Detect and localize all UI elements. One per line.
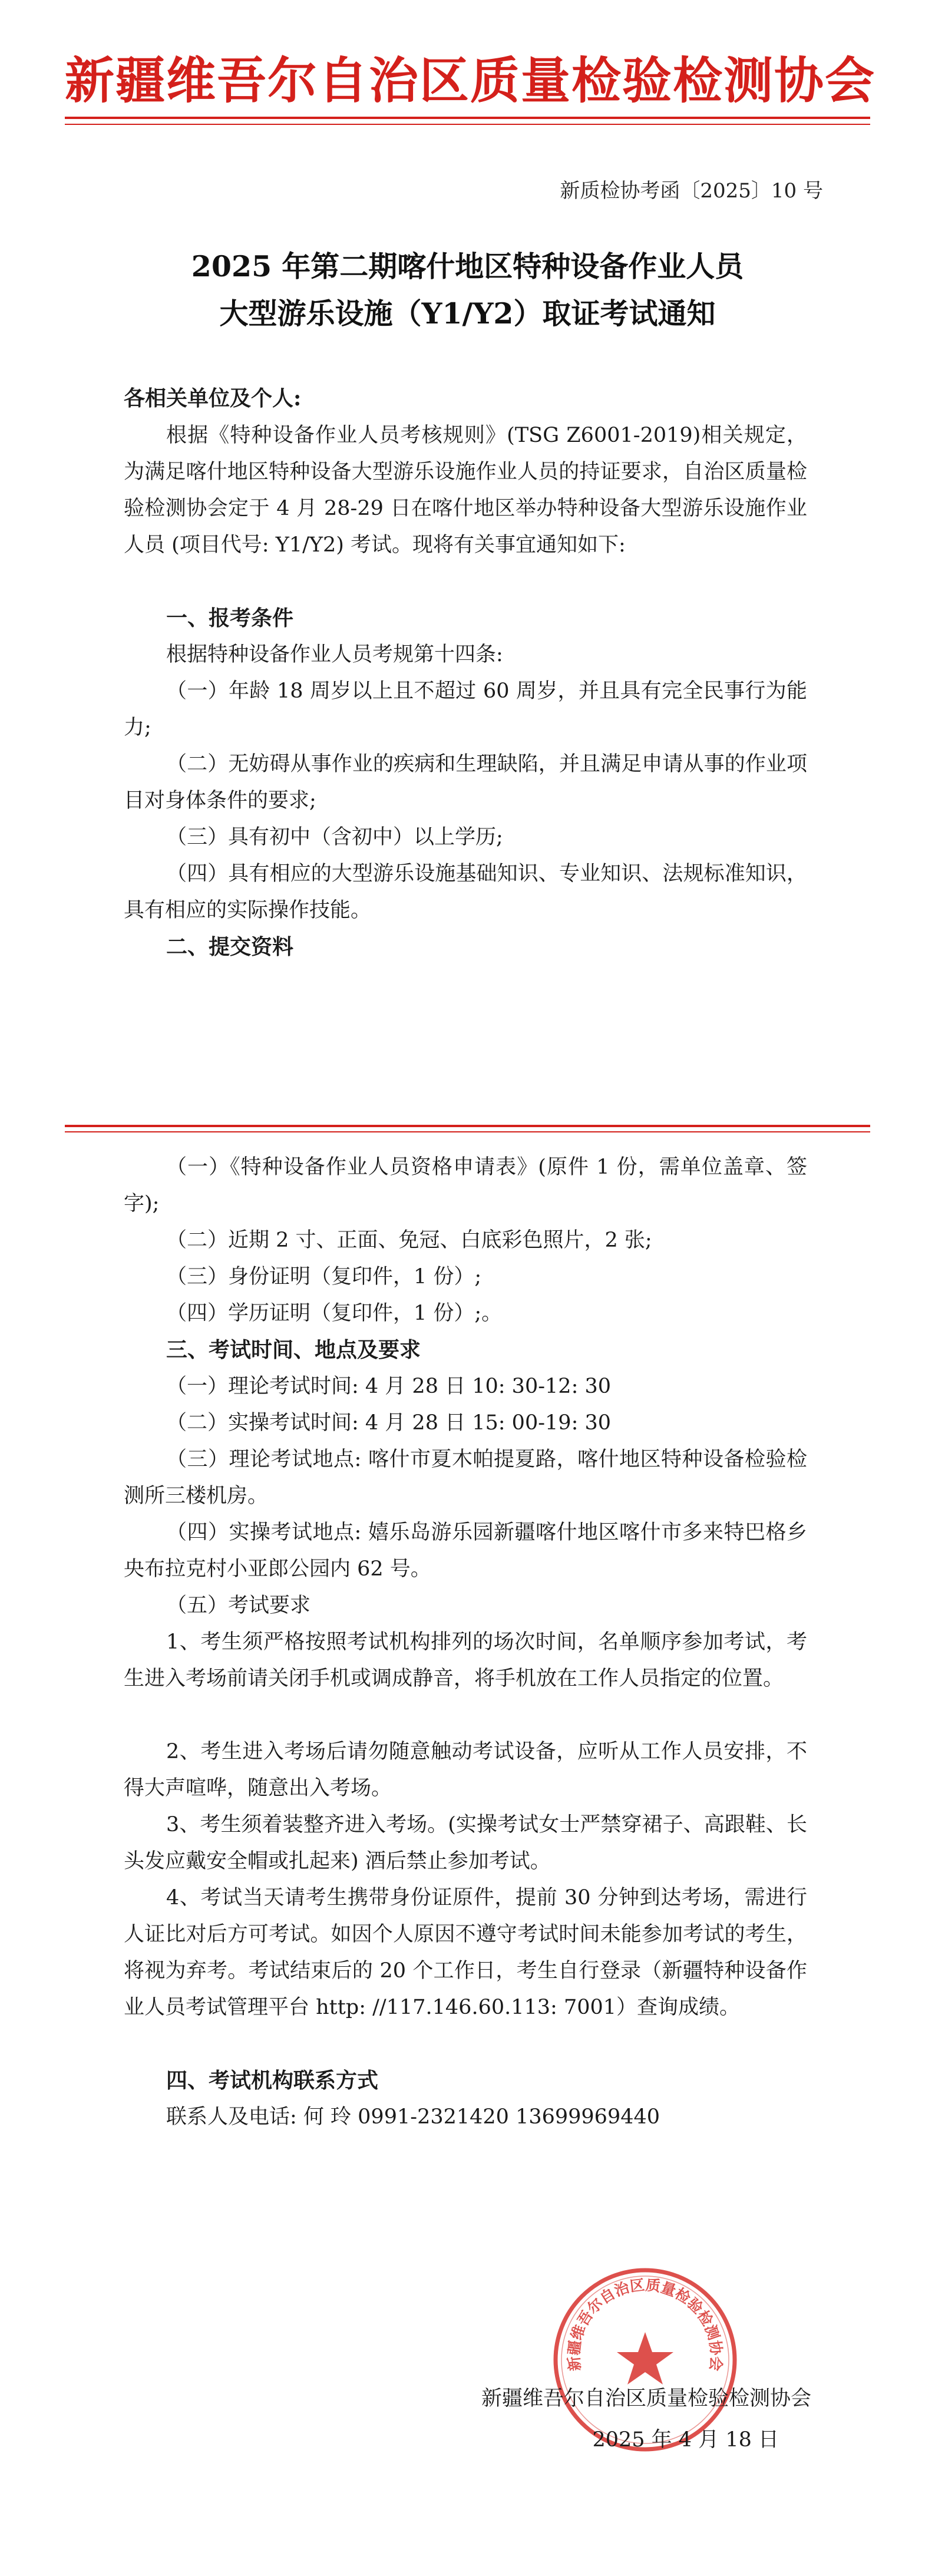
- section-2-item-2: （二）近期 2 寸、正面、免冠、白底彩色照片，2 张;: [166, 1228, 652, 1252]
- masthead-title: 新疆维吾尔自治区质量检验检测协会: [65, 51, 876, 110]
- section-1-lead: 根据特种设备作业人员考规第十四条:: [166, 643, 503, 666]
- intro-paragraph: 根据《特种设备作业人员考核规则》(TSG Z6001-2019)相关规定，为满足喀什地区特种设备大型游乐设施作业人员的持证要求，自治区质量检验检测协会定于 4 月 28-29 日在喀什地区举办特种设备大型游乐设施作业人员 (项目代号: Y1/Y2) 考试。现将有关事宜通知如下:: [124, 424, 807, 557]
- salutation: 各相关单位及个人:: [124, 386, 302, 411]
- page-break-rule-thick: [65, 1125, 870, 1127]
- section-2-heading: 二、提交资料: [166, 934, 294, 959]
- masthead-rule-thin: [65, 124, 870, 125]
- section-1-item-1: （一）年龄 18 周岁以上且不超过 60 周岁，并且具有完全民事行为能力;: [124, 679, 807, 739]
- section-1-item-3: （三）具有初中（含初中）以上学历;: [166, 825, 503, 849]
- section-3-item-1: （一）理论考试时间: 4 月 28 日 10: 30-12: 30: [166, 1375, 612, 1398]
- section-1-heading: 一、报考条件: [166, 606, 294, 630]
- section-3-item-5: （五）考试要求: [166, 1594, 311, 1617]
- page-break-rule-thin: [65, 1131, 870, 1132]
- section-3-item-4: （四）实操考试地点: 嬉乐岛游乐园新疆喀什地区喀什市多来特巴格乡央布拉克村小亚郎公园内 62 号。: [124, 1521, 807, 1581]
- requirement-3: 3、考生须着装整齐进入考场。(实操考试女士严禁穿裙子、高跟鞋、长头发应戴安全帽或扎起来) 酒后禁止参加考试。: [124, 1813, 807, 1873]
- section-4-heading: 四、考试机构联系方式: [166, 2068, 379, 2093]
- seal-ring-text: 新疆维吾尔自治区质量检验检测协会: [565, 2276, 725, 2372]
- signature-organization: 新疆维吾尔自治区质量检验检测协会: [481, 2387, 811, 2410]
- contact-info: 联系人及电话: 何 玲 0991-2321420 13699969440: [166, 2105, 660, 2129]
- requirement-1: 1、考生须严格按照考试机构排列的场次时间，名单顺序参加考试，考生进入考场前请关闭手机或调成静音，将手机放在工作人员指定的位置。: [124, 1630, 807, 1690]
- requirement-4: 4、考试当天请考生携带身份证原件，提前 30 分钟到达考场，需进行人证比对后方可考试。如因个人原因不遵守考试时间未能参加考试的考生，将视为弃考。考试结束后的 20 个工作日，考生自行登录（新疆特种设备作业人员考试管理平台 http: //117.146.60.113: 7001）查询成绩。: [124, 1886, 807, 2019]
- section-3-item-3: （三）理论考试地点: 喀什市夏木帕提夏路，喀什地区特种设备检验检测所三楼机房。: [124, 1448, 807, 1508]
- section-1-item-2: （二）无妨碍从事作业的疾病和生理缺陷，并且满足申请从事的作业项目对身体条件的要求;: [124, 752, 807, 813]
- section-3-heading: 三、考试时间、地点及要求: [166, 1337, 421, 1362]
- masthead-rule-thick: [65, 117, 870, 119]
- document-number: 新质检协考函〔2025〕10 号: [560, 179, 823, 203]
- requirement-2: 2、考生进入考场后请勿随意触动考试设备，应听从工作人员安排，不得大声喧哗，随意出入考场。: [124, 1740, 807, 1800]
- document-title-line-2: 大型游乐设施（Y1/Y2）取证考试通知: [219, 296, 716, 331]
- section-2-item-3: （三）身份证明（复印件，1 份）;: [166, 1265, 482, 1289]
- section-2-item-1: （一）《特种设备作业人员资格申请表》(原件 1 份，需单位盖章、签字);: [124, 1155, 807, 1216]
- section-3-item-2: （二）实操考试时间: 4 月 28 日 15: 00-19: 30: [166, 1411, 612, 1435]
- signature-date: 2025 年 4 月 18 日: [592, 2428, 779, 2452]
- section-2-item-4: （四）学历证明（复印件，1 份）;。: [166, 1302, 503, 1325]
- section-1-item-4: （四）具有相应的大型游乐设施基础知识、专业知识、法规标准知识，具有相应的实际操作技能。: [124, 862, 807, 922]
- document-title-line-1: 2025 年第二期喀什地区特种设备作业人员: [191, 249, 744, 283]
